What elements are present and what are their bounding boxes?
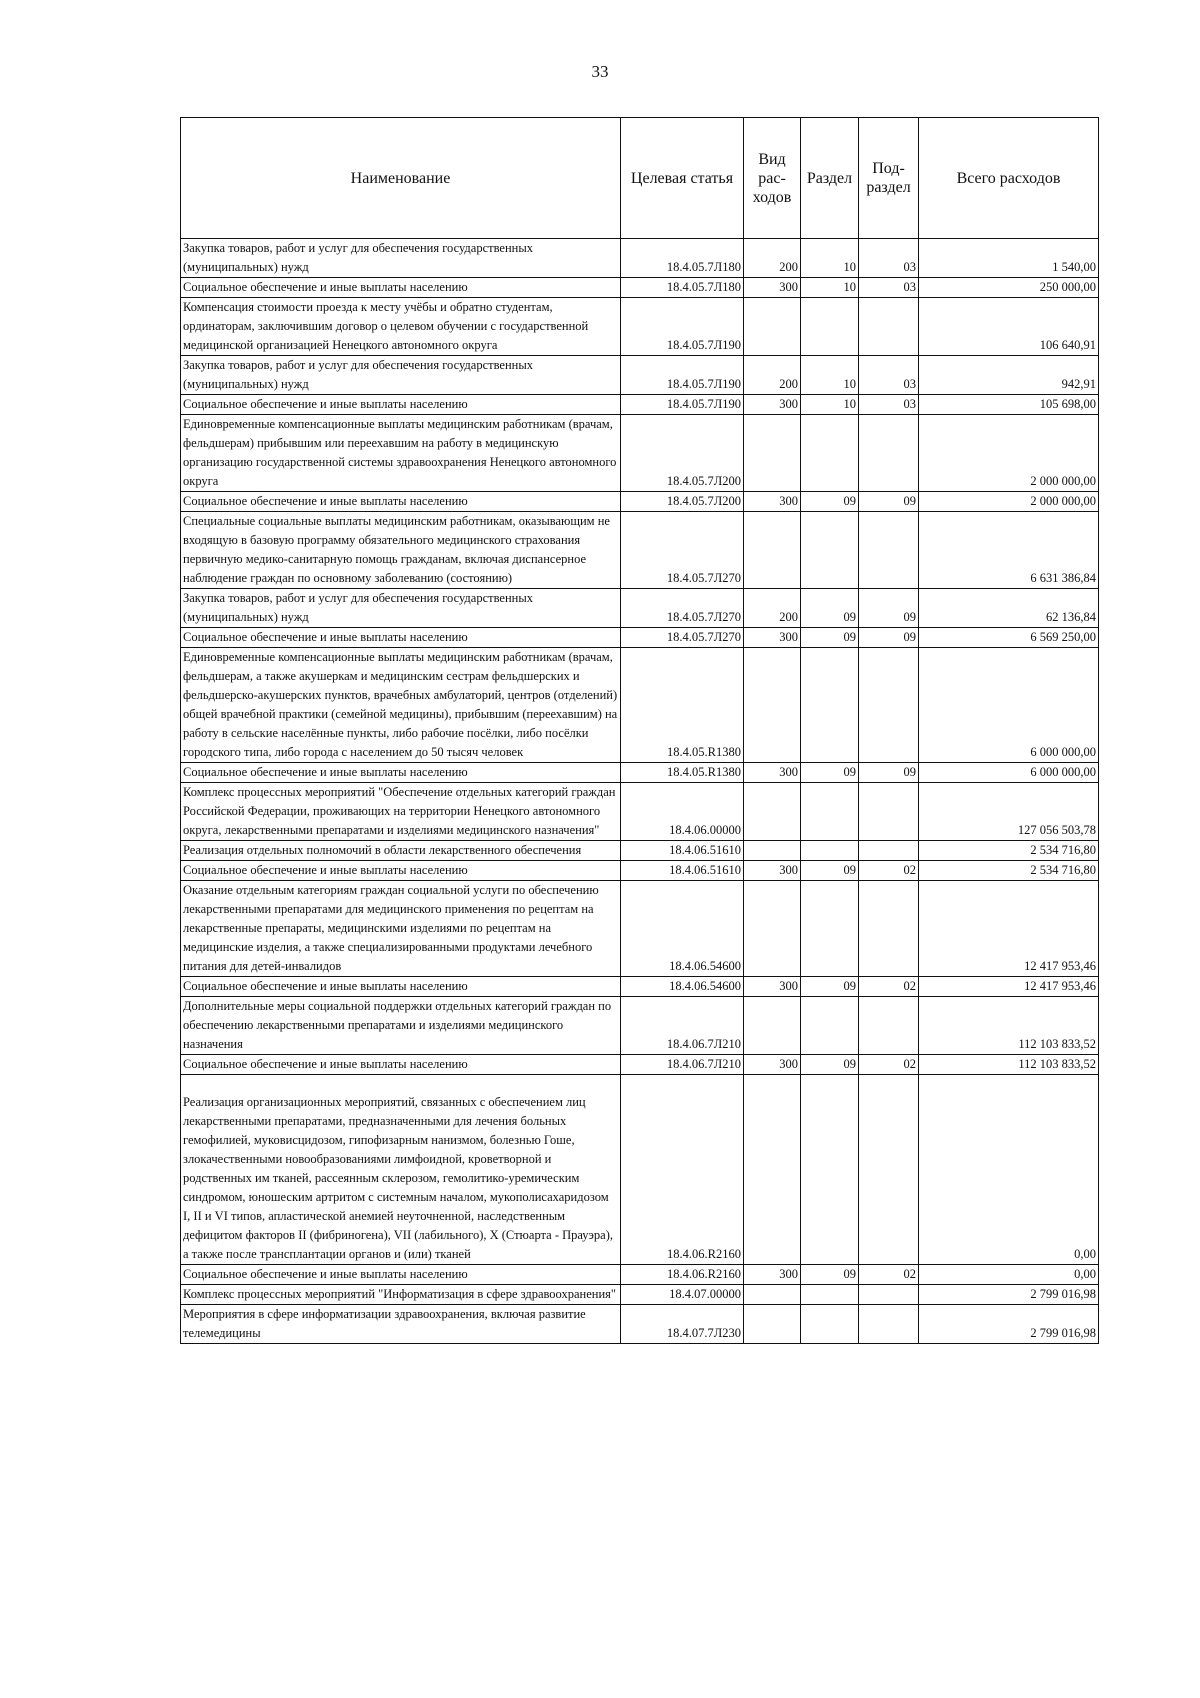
cell-expense-type: 300	[744, 1055, 801, 1075]
cell-total: 105 698,00	[919, 395, 1099, 415]
table-row	[181, 1285, 1099, 1305]
cell-target-article: 18.4.06.R2160	[621, 1075, 744, 1265]
table-row	[181, 589, 1099, 628]
cell-total: 106 640,91	[919, 298, 1099, 356]
cell-name: Социальное обеспечение и иные выплаты населению	[181, 1055, 621, 1075]
cell-subsection	[859, 512, 919, 589]
cell-total: 127 056 503,78	[919, 783, 1099, 841]
cell-section: 09	[801, 977, 859, 997]
table-row	[181, 1305, 1099, 1344]
cell-total: 112 103 833,52	[919, 997, 1099, 1055]
table-row	[181, 977, 1099, 997]
cell-target-article: 18.4.06.R2160	[621, 1265, 744, 1285]
cell-target-article: 18.4.06.7Л210	[621, 997, 744, 1055]
cell-target-article: 18.4.06.00000	[621, 783, 744, 841]
cell-section: 09	[801, 589, 859, 628]
table-row	[181, 395, 1099, 415]
cell-total: 6 569 250,00	[919, 628, 1099, 648]
cell-expense-type: 200	[744, 239, 801, 278]
cell-expense-type	[744, 783, 801, 841]
cell-subsection: 03	[859, 356, 919, 395]
cell-expense-type: 300	[744, 861, 801, 881]
table-row	[181, 861, 1099, 881]
cell-expense-type	[744, 841, 801, 861]
cell-target-article: 18.4.05.7Л200	[621, 415, 744, 492]
cell-total: 1 540,00	[919, 239, 1099, 278]
table-row	[181, 356, 1099, 395]
cell-expense-type: 200	[744, 356, 801, 395]
cell-section	[801, 783, 859, 841]
cell-total: 12 417 953,46	[919, 881, 1099, 977]
cell-total: 0,00	[919, 1075, 1099, 1265]
cell-target-article: 18.4.05.7Л180	[621, 239, 744, 278]
cell-expense-type: 300	[744, 278, 801, 298]
cell-name: Оказание отдельным категориям граждан социальной услуги по обеспечению лекарственными препаратами для медицинского применения по рецептам на лекарственные препараты, медицинскими изделиями по рецептам на медицинские изделия, а также специализированными продуктами лечебного питания для детей-инвалидов	[181, 881, 621, 977]
cell-name: Реализация отдельных полномочий в области лекарственного обеспечения	[181, 841, 621, 861]
cell-name: Мероприятия в сфере информатизации здравоохранения, включая развитие телемедицины	[181, 1305, 621, 1344]
cell-target-article: 18.4.06.7Л210	[621, 1055, 744, 1075]
cell-subsection	[859, 415, 919, 492]
header-section: Раздел	[801, 118, 859, 239]
cell-name: Единовременные компенсационные выплаты медицинским работникам (врачам, фельдшерам, а также акушеркам и медицинским сестрам фельдшерских и фельдшерско-акушерских пунктов, врачебных амбулаторий, центров (отделений) общей врачебной практики (семейной медицины), прибывшим (переехавшим) на работу в сельские населённые пункты, либо рабочие посёлки, либо посёлки городского типа, либо города с населением до 50 тысяч человек	[181, 648, 621, 763]
table-row	[181, 492, 1099, 512]
cell-name: Социальное обеспечение и иные выплаты населению	[181, 395, 621, 415]
cell-section	[801, 415, 859, 492]
cell-target-article: 18.4.05.7Л190	[621, 298, 744, 356]
cell-total: 6 000 000,00	[919, 763, 1099, 783]
cell-subsection: 03	[859, 395, 919, 415]
cell-name: Комплекс процессных мероприятий "Информатизация в сфере здравоохранения"	[181, 1285, 621, 1305]
cell-target-article: 18.4.06.54600	[621, 977, 744, 997]
cell-expense-type: 300	[744, 977, 801, 997]
cell-expense-type	[744, 648, 801, 763]
header-total: Всего расходов	[919, 118, 1099, 239]
cell-target-article: 18.4.05.R1380	[621, 763, 744, 783]
cell-total: 2 534 716,80	[919, 861, 1099, 881]
cell-section	[801, 298, 859, 356]
cell-target-article: 18.4.07.7Л230	[621, 1305, 744, 1344]
cell-name: Дополнительные меры социальной поддержки отдельных категорий граждан по обеспечению лекарственными препаратами и изделиями медицинского назначения	[181, 997, 621, 1055]
cell-subsection: 09	[859, 763, 919, 783]
cell-total: 12 417 953,46	[919, 977, 1099, 997]
cell-subsection	[859, 997, 919, 1055]
cell-subsection	[859, 841, 919, 861]
cell-subsection	[859, 648, 919, 763]
cell-name: Закупка товаров, работ и услуг для обеспечения государственных (муниципальных) нужд	[181, 589, 621, 628]
cell-expense-type: 300	[744, 628, 801, 648]
cell-section: 10	[801, 395, 859, 415]
table-row	[181, 881, 1099, 977]
table-row	[181, 512, 1099, 589]
table-row	[181, 841, 1099, 861]
cell-expense-type	[744, 1285, 801, 1305]
cell-total: 2 799 016,98	[919, 1285, 1099, 1305]
cell-expense-type: 300	[744, 492, 801, 512]
cell-name: Единовременные компенсационные выплаты медицинским работникам (врачам, фельдшерам) прибывшим или переехавшим на работу в медицинскую организацию государственной системы здравоохранения Ненецкого автономного округа	[181, 415, 621, 492]
table-row	[181, 763, 1099, 783]
cell-name: Социальное обеспечение и иные выплаты населению	[181, 628, 621, 648]
cell-expense-type: 300	[744, 1265, 801, 1285]
cell-total: 2 000 000,00	[919, 415, 1099, 492]
cell-target-article: 18.4.05.7Л180	[621, 278, 744, 298]
cell-section	[801, 997, 859, 1055]
cell-target-article: 18.4.05.R1380	[621, 648, 744, 763]
cell-section: 09	[801, 763, 859, 783]
cell-subsection	[859, 783, 919, 841]
cell-name: Социальное обеспечение и иные выплаты населению	[181, 278, 621, 298]
cell-total: 62 136,84	[919, 589, 1099, 628]
table-row	[181, 783, 1099, 841]
table-row	[181, 1055, 1099, 1075]
cell-target-article: 18.4.06.51610	[621, 841, 744, 861]
table-row	[181, 648, 1099, 763]
cell-section: 09	[801, 1055, 859, 1075]
cell-subsection: 02	[859, 1265, 919, 1285]
cell-section	[801, 512, 859, 589]
cell-section	[801, 1305, 859, 1344]
table-row	[181, 298, 1099, 356]
header-expense-type: Вид рас- ходов	[744, 118, 801, 239]
page-number: 33	[591, 62, 609, 81]
cell-section	[801, 648, 859, 763]
cell-expense-type: 200	[744, 589, 801, 628]
cell-name: Социальное обеспечение и иные выплаты населению	[181, 492, 621, 512]
cell-expense-type	[744, 415, 801, 492]
cell-target-article: 18.4.05.7Л270	[621, 628, 744, 648]
cell-expense-type	[744, 881, 801, 977]
cell-section: 10	[801, 356, 859, 395]
cell-subsection	[859, 881, 919, 977]
cell-target-article: 18.4.05.7Л270	[621, 589, 744, 628]
budget-table	[180, 117, 1099, 1344]
header-target-article: Целевая статья	[621, 118, 744, 239]
cell-target-article: 18.4.06.51610	[621, 861, 744, 881]
cell-name: Социальное обеспечение и иные выплаты населению	[181, 1265, 621, 1285]
cell-name: Компенсация стоимости проезда к месту учёбы и обратно студентам, ординаторам, заключившим договор о целевом обучении с государственной медицинской организацией Ненецкого автономного округа	[181, 298, 621, 356]
header-name: Наименование	[181, 118, 621, 239]
cell-name: Социальное обеспечение и иные выплаты населению	[181, 977, 621, 997]
cell-expense-type	[744, 1075, 801, 1265]
cell-section	[801, 881, 859, 977]
cell-expense-type	[744, 298, 801, 356]
cell-total: 6 631 386,84	[919, 512, 1099, 589]
cell-subsection	[859, 1075, 919, 1265]
table-row	[181, 628, 1099, 648]
cell-section: 09	[801, 492, 859, 512]
cell-expense-type: 300	[744, 395, 801, 415]
cell-expense-type	[744, 512, 801, 589]
cell-subsection: 02	[859, 861, 919, 881]
cell-name: Реализация организационных мероприятий, связанных с обеспечением лиц лекарственными препаратами, предназначенными для лечения больных гемофилией, муковисцидозом, гипофизарным нанизмом, болезнью Гоше, злокачественными новообразованиями лимфоидной, кроветворной и родственных им тканей, рассеянным склерозом, гемолитико-уремическим синдромом, юношеским артритом с системным началом, мукополисахаридозом I, II и VI типов, апластической анемией неуточненной, наследственным дефицитом факторов II (фибриногена), VII (лабильного), X (Стюарта - Прауэра), а также после трансплантации органов и (или) тканей	[181, 1075, 621, 1265]
cell-section: 09	[801, 628, 859, 648]
header-subsection: Под- раздел	[859, 118, 919, 239]
cell-subsection	[859, 1305, 919, 1344]
cell-total: 2 000 000,00	[919, 492, 1099, 512]
cell-name: Социальное обеспечение и иные выплаты населению	[181, 763, 621, 783]
cell-subsection: 02	[859, 1055, 919, 1075]
table-body	[181, 239, 1099, 1344]
cell-subsection: 03	[859, 239, 919, 278]
cell-name: Закупка товаров, работ и услуг для обеспечения государственных (муниципальных) нужд	[181, 239, 621, 278]
cell-subsection: 03	[859, 278, 919, 298]
cell-total: 112 103 833,52	[919, 1055, 1099, 1075]
cell-subsection	[859, 1285, 919, 1305]
table-row	[181, 1075, 1099, 1265]
table-row	[181, 1265, 1099, 1285]
cell-subsection: 09	[859, 589, 919, 628]
cell-target-article: 18.4.06.54600	[621, 881, 744, 977]
cell-name: Социальное обеспечение и иные выплаты населению	[181, 861, 621, 881]
cell-section: 10	[801, 239, 859, 278]
table-row	[181, 415, 1099, 492]
cell-subsection: 02	[859, 977, 919, 997]
cell-name: Специальные социальные выплаты медицинским работникам, оказывающим не входящую в базовую программу обязательного медицинского страхования первичную медико-санитарную помощь гражданам, включая диспансерное наблюдение граждан по основному заболеванию (состоянию)	[181, 512, 621, 589]
table-row	[181, 278, 1099, 298]
cell-target-article: 18.4.07.00000	[621, 1285, 744, 1305]
cell-section: 10	[801, 278, 859, 298]
cell-expense-type	[744, 1305, 801, 1344]
cell-total: 942,91	[919, 356, 1099, 395]
cell-target-article: 18.4.05.7Л190	[621, 395, 744, 415]
cell-expense-type	[744, 997, 801, 1055]
cell-total: 0,00	[919, 1265, 1099, 1285]
cell-expense-type: 300	[744, 763, 801, 783]
cell-section: 09	[801, 861, 859, 881]
cell-target-article: 18.4.05.7Л200	[621, 492, 744, 512]
cell-target-article: 18.4.05.7Л190	[621, 356, 744, 395]
cell-section	[801, 841, 859, 861]
cell-total: 2 799 016,98	[919, 1305, 1099, 1344]
cell-total: 250 000,00	[919, 278, 1099, 298]
cell-subsection: 09	[859, 492, 919, 512]
cell-target-article: 18.4.05.7Л270	[621, 512, 744, 589]
cell-section	[801, 1075, 859, 1265]
table-header-row	[181, 118, 1099, 239]
cell-name: Закупка товаров, работ и услуг для обеспечения государственных (муниципальных) нужд	[181, 356, 621, 395]
cell-total: 2 534 716,80	[919, 841, 1099, 861]
table-row	[181, 239, 1099, 278]
cell-section: 09	[801, 1265, 859, 1285]
cell-total: 6 000 000,00	[919, 648, 1099, 763]
cell-subsection	[859, 298, 919, 356]
table-row	[181, 997, 1099, 1055]
cell-subsection: 09	[859, 628, 919, 648]
cell-section	[801, 1285, 859, 1305]
cell-name: Комплекс процессных мероприятий "Обеспечение отдельных категорий граждан Российской Федерации, проживающих на территории Ненецкого автономного округа, лекарственными препаратами и изделиями медицинского назначения"	[181, 783, 621, 841]
